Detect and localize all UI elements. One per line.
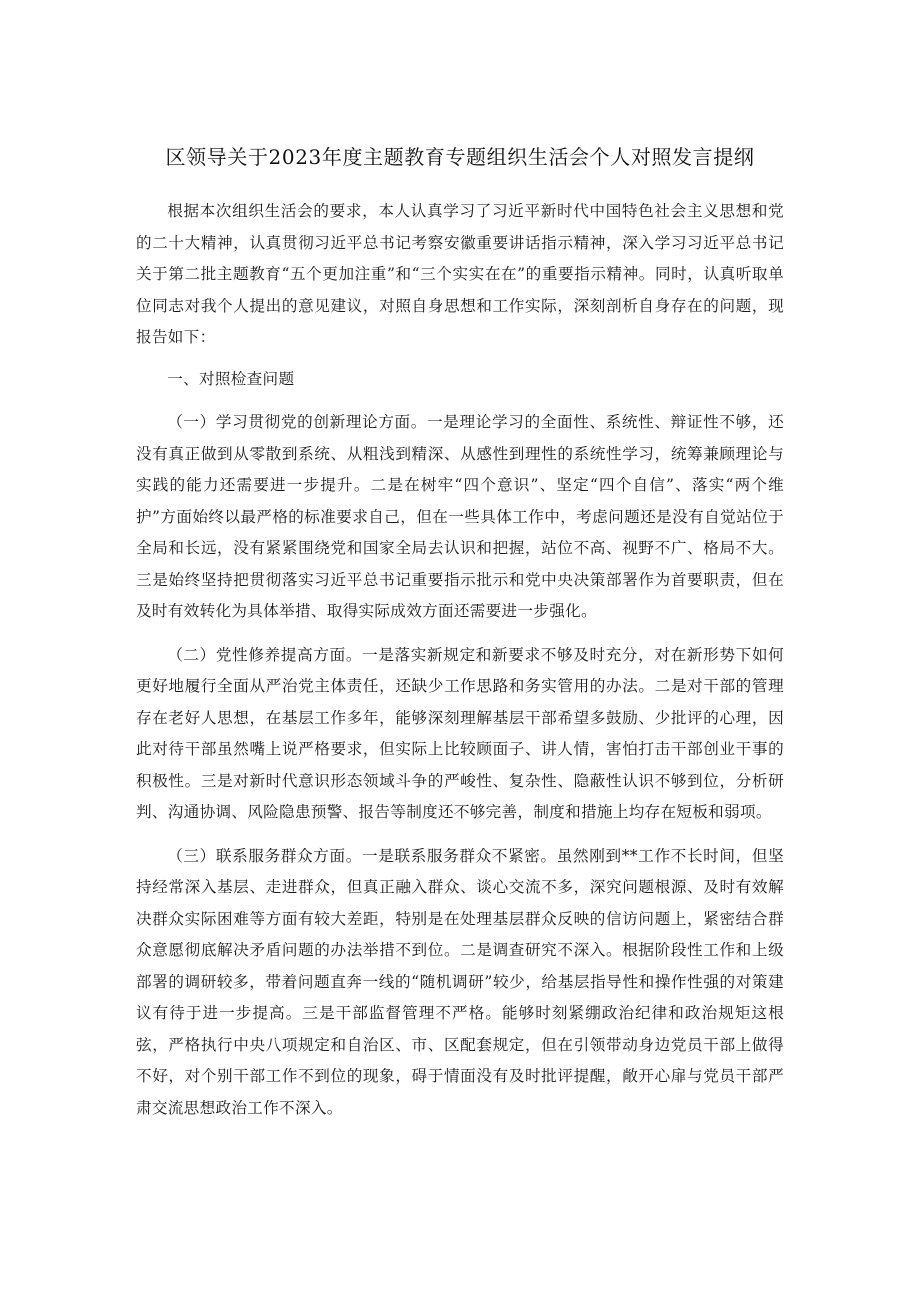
document-title: 区领导关于2023年度主题教育专题组织生活会个人对照发言提纲 <box>165 145 755 169</box>
subsection-paragraph-1: （一）学习贯彻党的创新理论方面。一是理论学习的全面性、系统性、辩证性不够，还没有真正做到从零散到系统、从粗浅到精深、从感性到理性的系统性学习，统筹兼顾理论与实践的能力还需要进一步提升。二是在树牢“四个意识”、坚定“四个自信”、落实“两个维护”方面始终以最严格的标准要求自己，但在一些具体工作中，考虑问题还是没有自觉站位于全局和长远，没有紧紧围绕党和国家全局去认识和把握，站位不高、视野不广、格局不大。三是始终坚持把贯彻落实习近平总书记重要指示批示和党中央决策部署作为首要职责，但在及时有效转化为具体举措、取得实际成效方面还需要进一步强化。 <box>136 413 784 620</box>
section-heading: 一、对照检查问题 <box>167 369 295 388</box>
subsection-paragraph-3: （三）联系服务群众方面。一是联系服务群众不紧密。虽然刚到**工作不长时间，但坚持经常深入基层、走进群众，但真正融入群众、谈心交流不多，深究问题根源、及时有效解决群众实际困难等方面有较大差距，特别是在处理基层群众反映的信访问题上，紧密结合群众意愿彻底解决矛盾问题的办法举措不到位。二是调查研究不深入。根据阶段性工作和上级部署的调研较多，带着问题直奔一线的“随机调研”较少，给基层指导性和操作性强的对策建议有待于进一步提高。三是干部监督管理不严格。能够时刻紧绷政治纪律和政治规矩这根弦，严格执行中央八项规定和自治区、市、区配套规定，但在引领带动身边党员干部上做得不好，对个别干部工作不到位的现象，碍于情面没有及时批评提醒，敞开心扉与党员干部严肃交流思想政治工作不深入。 <box>136 846 784 1117</box>
document-body <box>136 196 784 1124</box>
subsection-paragraph-2: （二）党性修养提高方面。一是落实新规定和新要求不够及时充分，对在新形势下如何更好地履行全面从严治党主体责任，还缺少工作思路和务实管用的办法。二是对干部的管理存在老好人思想，在基层工作多年，能够深刻理解基层干部希望多鼓励、少批评的心理，因此对待干部虽然嘴上说严格要求，但实际上比较顾面子、讲人情，害怕打击干部创业干事的积极性。三是对新时代意识形态领域斗争的严峻性、复杂性、隐蔽性认识不够到位，分析研判、沟通协调、风险隐患预警、报告等制度还不够完善，制度和措施上均存在短板和弱项。 <box>136 645 784 821</box>
intro-paragraph: 根据本次组织生活会的要求，本人认真学习了习近平新时代中国特色社会主义思想和党的二十大精神，认真贯彻习近平总书记考察安徽重要讲话指示精神，深入学习习近平总书记关于第二批主题教育“五个更加注重”和“三个实实在在”的重要指示精神。同时，认真听取单位同志对我个人提出的意见建议，对照自身思想和工作实际，深刻剖析自身存在的问题，现报告如下： <box>136 202 784 346</box>
